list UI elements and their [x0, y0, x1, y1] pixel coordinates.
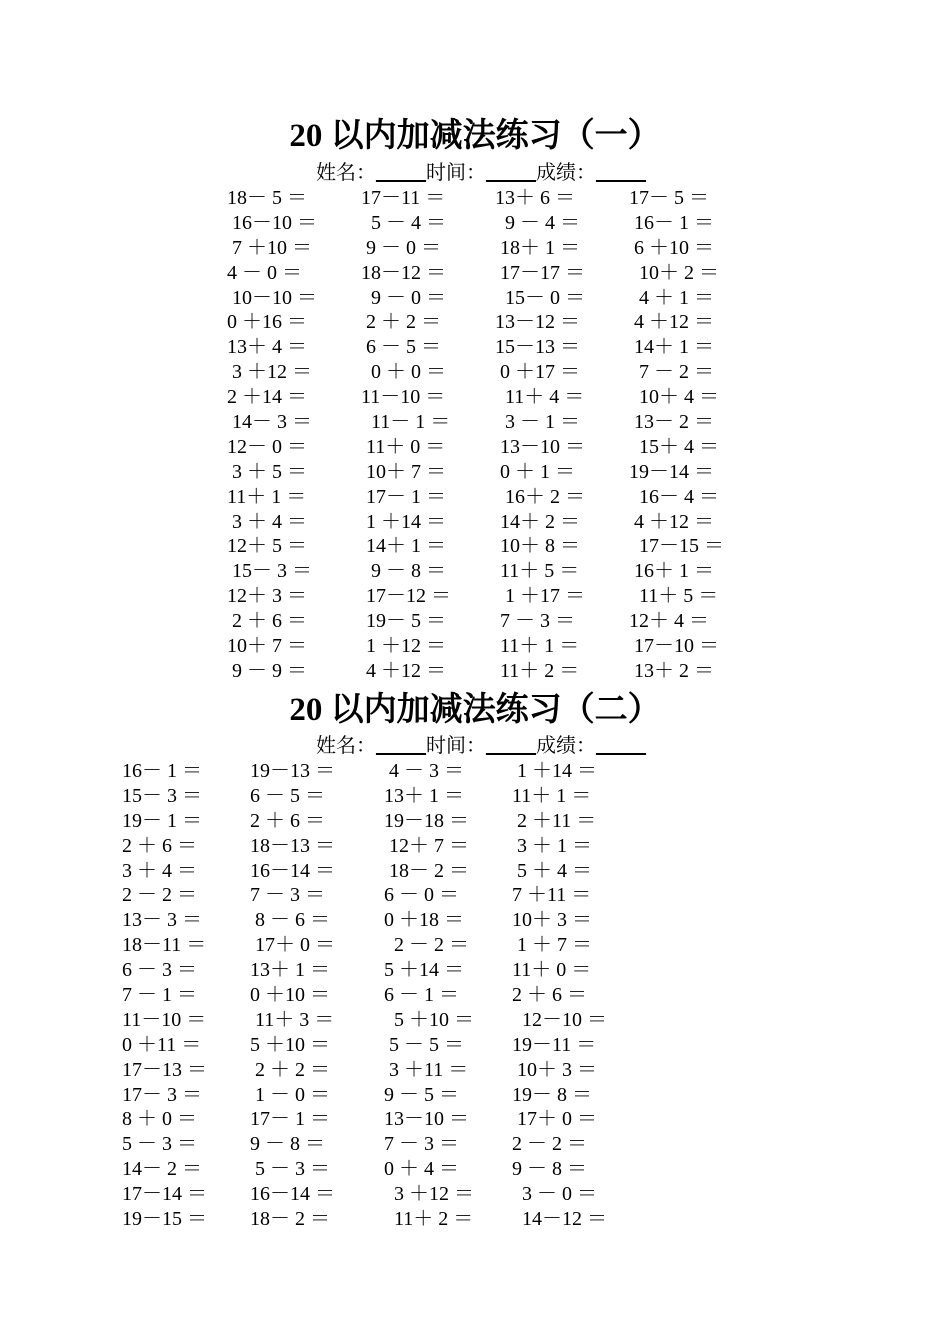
math-problem: 3 ＋ 1 ＝ — [512, 834, 592, 857]
math-problem: 2 ＋11 ＝ — [512, 809, 597, 832]
math-problem: 18－ 2 ＝ — [384, 859, 469, 882]
math-problem: 19－11 ＝ — [512, 1033, 597, 1056]
math-problem: 17＋ 0 ＝ — [512, 1108, 597, 1131]
math-problem: 16－ 1 ＝ — [122, 760, 202, 782]
worksheet-title-1: 20 以内加减法练习（一） — [289, 118, 661, 154]
math-problem: 13－ 3 ＝ — [122, 909, 202, 932]
math-problem: 17－ 1 ＝ — [361, 485, 446, 508]
math-problem: 15－ 3 ＝ — [227, 560, 312, 583]
math-problem: 9 － 9 ＝ — [227, 659, 307, 682]
math-problem: 2 ＋ 6 ＝ — [512, 984, 587, 1007]
math-problem: 17－ 3 ＝ — [122, 1083, 202, 1106]
score-blank[interactable]: _____ — [596, 162, 646, 184]
math-problem: 11＋ 2 ＝ — [384, 1208, 474, 1231]
math-problem: 13＋ 1 ＝ — [250, 959, 330, 982]
math-problem: 3 － 1 ＝ — [495, 411, 580, 434]
math-problem: 3 ＋11 ＝ — [384, 1058, 469, 1081]
time-label: 时间： — [426, 735, 486, 757]
math-problem: 2 ＋ 6 ＝ — [227, 610, 307, 633]
math-problem: 3 ＋ 5 ＝ — [227, 460, 307, 483]
math-problem: 2 ＋ 6 ＝ — [250, 809, 325, 832]
math-problem: 15－ 0 ＝ — [495, 286, 585, 309]
math-problem: 10＋ 8 ＝ — [495, 535, 580, 558]
math-problem: 7 － 3 ＝ — [250, 884, 325, 907]
math-problem: 10＋ 3 ＝ — [512, 909, 592, 932]
math-problem: 6 － 5 ＝ — [250, 784, 325, 807]
math-problem: 5 ＋14 ＝ — [384, 959, 464, 982]
math-problem: 7 ＋10 ＝ — [227, 236, 312, 259]
score-label: 成绩： — [536, 735, 596, 757]
math-problem: 5 － 4 ＝ — [361, 211, 446, 234]
math-problem: 11－10 ＝ — [361, 386, 446, 409]
math-problem: 6 ＋10 ＝ — [629, 236, 714, 259]
name-blank[interactable]: _____ — [376, 162, 426, 184]
math-problem: 18－ 2 ＝ — [250, 1208, 330, 1231]
time-blank[interactable]: _____ — [486, 735, 536, 757]
math-problem: 14＋ 1 ＝ — [361, 535, 446, 558]
math-problem: 12＋ 4 ＝ — [629, 610, 709, 633]
math-problem: 4 ＋ 1 ＝ — [629, 286, 714, 309]
math-problem: 16＋ 2 ＝ — [495, 485, 585, 508]
math-problem: 14－ 2 ＝ — [122, 1158, 202, 1181]
math-problem: 0 ＋ 0 ＝ — [361, 361, 446, 384]
math-problem: 14＋ 2 ＝ — [495, 510, 580, 533]
math-problem: 5 － 3 ＝ — [122, 1133, 197, 1156]
math-problem: 16－ 4 ＝ — [629, 485, 719, 508]
math-problem: 11＋ 1 ＝ — [495, 635, 580, 658]
name-label: 姓名： — [316, 735, 376, 757]
math-problem: 10＋ 7 ＝ — [227, 635, 307, 658]
math-problem: 1 ＋17 ＝ — [495, 585, 585, 608]
math-problem: 0 ＋10 ＝ — [250, 984, 330, 1007]
math-problem: 7 － 3 ＝ — [384, 1133, 459, 1156]
math-problem: 3 ＋12 ＝ — [227, 361, 312, 384]
math-problem: 9 － 0 ＝ — [361, 236, 441, 259]
math-problem: 1 ＋12 ＝ — [361, 635, 446, 658]
math-problem: 2 － 2 ＝ — [384, 934, 469, 957]
math-problem: 19－ 1 ＝ — [122, 809, 202, 832]
math-problem: 5 ＋10 ＝ — [250, 1033, 330, 1056]
math-problem: 16－14 ＝ — [250, 1183, 335, 1206]
math-problem: 15－ 3 ＝ — [122, 784, 202, 807]
math-problem: 17－ 1 ＝ — [250, 1108, 330, 1131]
math-problem: 0 ＋ 4 ＝ — [384, 1158, 459, 1181]
math-problem: 9 － 0 ＝ — [361, 286, 446, 309]
math-problem: 13＋ 1 ＝ — [384, 784, 464, 807]
math-problem: 19－ 5 ＝ — [361, 610, 446, 633]
math-problem: 18－13 ＝ — [250, 834, 335, 857]
math-problem: 0 ＋18 ＝ — [384, 909, 464, 932]
math-problem: 11＋ 2 ＝ — [495, 659, 580, 682]
math-problem: 17－12 ＝ — [361, 585, 451, 608]
math-problem: 6 － 3 ＝ — [122, 959, 197, 982]
math-problem: 0 ＋ 1 ＝ — [495, 460, 575, 483]
math-problem: 3 ＋12 ＝ — [384, 1183, 474, 1206]
math-problem: 17－14 ＝ — [122, 1183, 207, 1206]
math-problem: 13＋ 2 ＝ — [629, 659, 714, 682]
math-problem: 1 ＋14 ＝ — [512, 760, 597, 782]
math-problem: 6 － 5 ＝ — [361, 336, 441, 359]
math-problem: 10＋ 4 ＝ — [629, 386, 719, 409]
math-problem: 10＋ 2 ＝ — [629, 261, 719, 284]
math-problem: 16－14 ＝ — [250, 859, 335, 882]
math-problem: 2 － 2 ＝ — [512, 1133, 587, 1156]
math-problem: 13＋ 6 ＝ — [495, 187, 575, 209]
math-problem: 3 ＋ 4 ＝ — [122, 859, 197, 882]
math-problem: 5 ＋ 4 ＝ — [512, 859, 592, 882]
math-problem: 3 ＋ 4 ＝ — [227, 510, 307, 533]
math-problem: 6 － 0 ＝ — [384, 884, 459, 907]
worksheet-title-2: 20 以内加减法练习（二） — [289, 692, 661, 728]
math-problem: 11＋ 5 ＝ — [629, 585, 719, 608]
student-info-line-2 — [316, 734, 646, 758]
time-label: 时间： — [426, 162, 486, 184]
math-problem: 17－10 ＝ — [629, 635, 719, 658]
math-problem: 17－17 ＝ — [495, 261, 585, 284]
name-label: 姓名： — [316, 162, 376, 184]
math-problem: 1 － 0 ＝ — [250, 1083, 330, 1106]
math-problem: 12－ 0 ＝ — [227, 435, 307, 458]
math-problem: 18＋ 1 ＝ — [495, 236, 580, 259]
name-blank[interactable]: _____ — [376, 735, 426, 757]
math-problem: 11－10 ＝ — [122, 1008, 207, 1031]
math-problem: 18－11 ＝ — [122, 934, 207, 957]
math-problem: 13＋ 4 ＝ — [227, 336, 307, 359]
math-problem: 12＋ 5 ＝ — [227, 535, 307, 558]
score-label: 成绩： — [536, 162, 596, 184]
math-problem: 12＋ 7 ＝ — [384, 834, 469, 857]
math-problem: 17－11 ＝ — [361, 187, 446, 209]
math-problem: 10－10 ＝ — [227, 286, 317, 309]
math-problem: 10＋ 3 ＝ — [512, 1058, 597, 1081]
math-problem: 14＋ 1 ＝ — [629, 336, 714, 359]
math-problem: 18－12 ＝ — [361, 261, 446, 284]
math-problem: 2 ＋ 2 ＝ — [361, 311, 441, 334]
math-problem: 5 － 3 ＝ — [250, 1158, 330, 1181]
math-problem: 11＋ 0 ＝ — [361, 435, 446, 458]
math-problem: 6 － 1 ＝ — [384, 984, 459, 1007]
math-problem: 15－13 ＝ — [495, 336, 580, 359]
student-info-line-1 — [316, 161, 646, 185]
math-problem: 4 ＋12 ＝ — [629, 311, 714, 334]
math-problem: 7 － 2 ＝ — [629, 361, 714, 384]
math-problem: 1 ＋14 ＝ — [361, 510, 446, 533]
math-problem: 7 － 1 ＝ — [122, 984, 197, 1007]
math-problem: 11＋ 4 ＝ — [495, 386, 585, 409]
math-problem: 14－ 3 ＝ — [227, 411, 312, 434]
math-problem: 0 ＋17 ＝ — [495, 361, 580, 384]
math-problem: 7 － 3 ＝ — [495, 610, 575, 633]
math-problem: 4 － 3 ＝ — [384, 760, 464, 782]
math-problem: 11＋ 1 ＝ — [227, 485, 307, 508]
math-problem: 15＋ 4 ＝ — [629, 435, 719, 458]
math-problem: 4 ＋12 ＝ — [361, 659, 446, 682]
math-problem: 11＋ 5 ＝ — [495, 560, 580, 583]
time-blank[interactable]: _____ — [486, 162, 536, 184]
math-problem: 16－10 ＝ — [227, 211, 317, 234]
math-problem: 5 － 5 ＝ — [384, 1033, 464, 1056]
math-problem: 12－10 ＝ — [512, 1008, 607, 1031]
math-problem: 1 ＋ 7 ＝ — [512, 934, 592, 957]
math-problem: 2 ＋ 2 ＝ — [250, 1058, 330, 1081]
math-problem: 19－15 ＝ — [122, 1208, 207, 1231]
math-problem: 13－12 ＝ — [495, 311, 580, 334]
math-problem: 11＋ 1 ＝ — [512, 784, 592, 807]
math-problem: 18－ 5 ＝ — [227, 187, 307, 209]
math-problem: 8 － 6 ＝ — [250, 909, 330, 932]
math-problem: 4 ＋12 ＝ — [629, 510, 714, 533]
math-problem: 0 ＋11 ＝ — [122, 1033, 202, 1056]
math-problem: 13－10 ＝ — [495, 435, 585, 458]
math-problem: 14－12 ＝ — [512, 1208, 607, 1231]
math-problem: 9 － 5 ＝ — [384, 1083, 459, 1106]
math-problem: 19－18 ＝ — [384, 809, 469, 832]
math-problem: 11＋ 3 ＝ — [250, 1008, 335, 1031]
math-problem: 19－ 8 ＝ — [512, 1083, 592, 1106]
math-problem: 4 － 0 ＝ — [227, 261, 302, 284]
math-problem: 13－10 ＝ — [384, 1108, 469, 1131]
math-problem: 7 ＋11 ＝ — [512, 884, 592, 907]
math-problem: 0 ＋16 ＝ — [227, 311, 307, 334]
math-problem: 9 － 4 ＝ — [495, 211, 580, 234]
math-problem: 16－ 1 ＝ — [629, 211, 714, 234]
math-problem: 2 ＋ 6 ＝ — [122, 834, 197, 857]
math-problem: 8 ＋ 0 ＝ — [122, 1108, 197, 1131]
math-problem: 17－15 ＝ — [629, 535, 724, 558]
math-problem: 2 － 2 ＝ — [122, 884, 197, 907]
math-problem: 9 － 8 ＝ — [250, 1133, 325, 1156]
math-problem: 10＋ 7 ＝ — [361, 460, 446, 483]
score-blank[interactable]: _____ — [596, 735, 646, 757]
math-problem: 5 ＋10 ＝ — [384, 1008, 474, 1031]
math-problem: 17－ 5 ＝ — [629, 187, 709, 209]
math-problem: 9 － 8 ＝ — [512, 1158, 587, 1181]
math-problem: 12＋ 3 ＝ — [227, 585, 307, 608]
math-problem: 2 ＋14 ＝ — [227, 386, 307, 409]
math-problem: 16＋ 1 ＝ — [629, 560, 714, 583]
math-problem: 11－ 1 ＝ — [361, 411, 451, 434]
math-problem: 9 － 8 ＝ — [361, 560, 446, 583]
math-problem: 17－13 ＝ — [122, 1058, 207, 1081]
math-problem: 19－13 ＝ — [250, 760, 335, 782]
math-problem: 17＋ 0 ＝ — [250, 934, 335, 957]
math-problem: 3 － 0 ＝ — [512, 1183, 597, 1206]
math-problem: 13－ 2 ＝ — [629, 411, 714, 434]
math-problem: 19－14 ＝ — [629, 460, 714, 483]
math-problem: 11＋ 0 ＝ — [512, 959, 592, 982]
